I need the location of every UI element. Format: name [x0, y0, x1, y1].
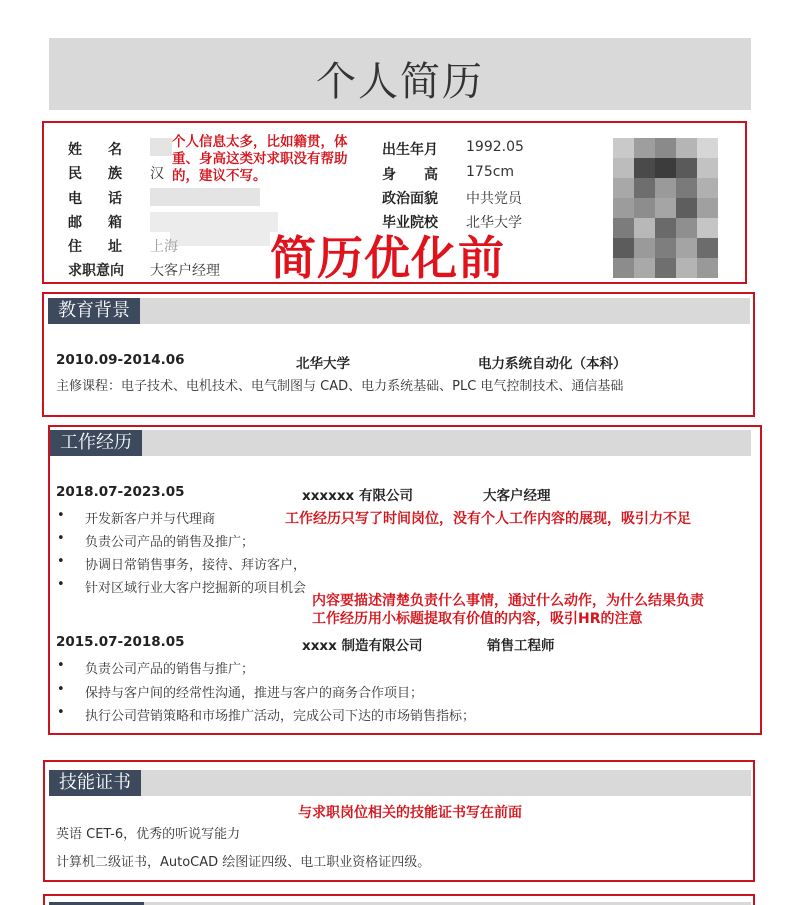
blurred-name	[150, 138, 172, 156]
job1-duty: • 针对区域行业大客户挖掘新的项目机会	[85, 577, 306, 596]
work-note-2a: 内容要描述清楚负责什么事情，通过什么动作，为什么结果负责	[312, 593, 704, 609]
label-ethnicity: 民 族	[68, 166, 122, 182]
value-position: 大客户经理	[150, 263, 220, 279]
skills-header-bar	[49, 770, 751, 796]
work-note-1: 工作经历只写了时间岗位，没有个人工作内容的展现，吸引力不足	[285, 511, 691, 527]
job2-company: xxxx 制造有限公司	[302, 638, 423, 654]
pixelated-photo	[613, 138, 718, 278]
job2-role: 销售工程师	[487, 638, 555, 654]
job1-period: 2018.07-2023.05	[56, 484, 185, 500]
blurred-region	[170, 232, 270, 246]
resume-title-bar	[49, 38, 751, 110]
education-courses: 主修课程：电子技术、电机技术、电气制图与 CAD、电力系统基础、PLC 电气控制技术、通信基础	[56, 379, 624, 394]
label-school: 毕业院校	[382, 215, 438, 231]
label-address: 住 址	[68, 239, 122, 255]
skills-heading: 技能证书	[49, 770, 141, 796]
education-header-bar	[48, 298, 750, 324]
label-height: 身 高	[382, 167, 438, 183]
blurred-phone	[150, 188, 260, 206]
work-header-bar	[50, 430, 751, 456]
education-heading: 教育背景	[48, 298, 140, 324]
label-position: 求职意向	[68, 263, 124, 279]
job1-company: xxxxxx 有限公司	[302, 488, 413, 504]
education-period: 2010.09-2014.06	[56, 352, 185, 368]
label-name: 姓 名	[68, 142, 122, 158]
job2-period: 2015.07-2018.05	[56, 634, 185, 650]
value-school: 北华大学	[466, 215, 522, 231]
job1-role: 大客户经理	[483, 488, 551, 504]
label-birth: 出生年月	[382, 142, 438, 158]
education-school: 北华大学	[296, 356, 350, 372]
job1-duty: • 开发新客户并与代理商	[85, 508, 215, 527]
personal-info-note: 个人信息太多，比如籍贯，体重、身高这类对求职没有帮助的，建议不写。	[172, 134, 348, 184]
label-email: 邮 箱	[68, 215, 122, 231]
job2-duty: • 保持与客户间的经常性沟通，推进与客户的商务合作项目；	[85, 682, 423, 701]
before-optimization-stamp: 简历优化前	[270, 231, 505, 285]
education-major: 电力系统自动化（本科）	[478, 356, 627, 372]
job2-duty: • 负责公司产品的销售与推广；	[85, 658, 254, 677]
skills-note: 与求职岗位相关的技能证书写在前面	[298, 805, 522, 821]
work-heading: 工作经历	[50, 430, 142, 456]
label-phone: 电 话	[68, 191, 122, 207]
job1-duty: • 协调日常销售事务，接待、拜访客户，	[85, 554, 306, 573]
resume-title: 个人简历	[316, 59, 484, 105]
job2-duty: • 执行公司营销策略和市场推广活动，完成公司下达的市场销售指标；	[85, 705, 475, 724]
work-note-2b: 工作经历用小标题提取有价值的内容，吸引HR的注意	[312, 611, 643, 627]
value-birth: 1992.05	[466, 139, 524, 155]
value-height: 175cm	[466, 164, 515, 180]
blurred-email	[150, 212, 278, 232]
label-politics: 政治面貌	[382, 191, 438, 207]
value-politics: 中共党员	[466, 191, 522, 207]
skill-item: 计算机二级证书，AutoCAD 绘图证四级、电工职业资格证四级。	[56, 855, 431, 870]
value-ethnicity: 汉	[150, 166, 164, 182]
value-address: 上海	[150, 239, 178, 255]
job1-duty: • 负责公司产品的销售及推广；	[85, 531, 254, 550]
skill-item: 英语 CET-6，优秀的听说写能力	[56, 827, 241, 842]
